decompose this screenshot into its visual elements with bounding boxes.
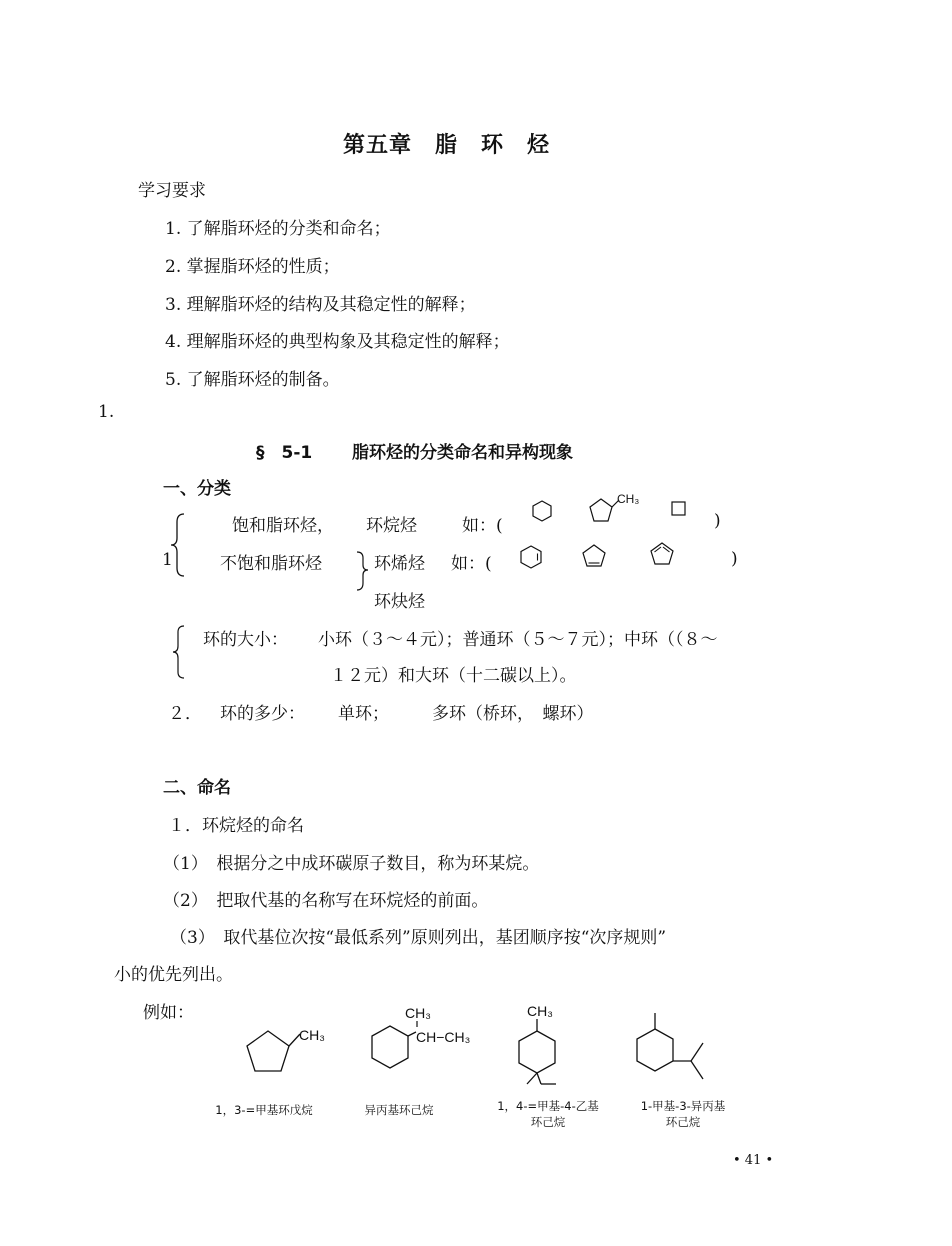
objective-item: 5. 了解脂环烃的制备。 xyxy=(165,370,340,390)
cycloalkane-label: 环烷烃 xyxy=(366,516,417,536)
methylcyclopentane-icon xyxy=(585,488,675,528)
stray-number: 1. xyxy=(98,402,115,422)
naming-rule2: （2） 把取代基的名称写在环烷烃的前面。 xyxy=(163,891,489,911)
ring-size-brace xyxy=(170,624,188,680)
example-caption: 1，3-=甲基环戊烷 xyxy=(215,1103,313,1117)
naming-sub1: １．环烷烃的命名 xyxy=(168,816,304,836)
naming-heading: 二、命名 xyxy=(163,778,231,798)
ring-count-label: 环的多少： xyxy=(220,704,305,724)
methyl-label: CH₃ xyxy=(527,1003,553,1019)
close-paren-2: ) xyxy=(731,549,738,569)
methylcyclopentane-structure xyxy=(240,1015,340,1081)
ring-size-label: 环的大小： xyxy=(203,630,288,650)
unsaturated-label: 不饱和脂环烃 xyxy=(220,554,322,574)
example-open-2: 如：( xyxy=(451,554,492,574)
saturated-label: 饱和脂环烃， xyxy=(232,516,334,536)
item1-number: 1 xyxy=(162,550,173,570)
methylisopropylcyclohexane-structure xyxy=(625,1003,725,1093)
cyclopentene-icon xyxy=(580,543,608,569)
naming-rule1: （1） 根据分之中成环碳原子数目，称为环某烷。 xyxy=(163,854,540,874)
objective-item: 1. 了解脂环烃的分类和命名； xyxy=(165,219,391,239)
ring-size-text-2: １２元）和大环（十二碳以上）。 xyxy=(330,666,577,686)
objective-item: 3. 理解脂环烃的结构及其稳定性的解释； xyxy=(165,295,476,315)
objective-item: 2. 掌握脂环烃的性质； xyxy=(165,257,340,277)
methyl-label: CH₃ xyxy=(299,1027,325,1043)
example-caption: 异丙基环己烷 xyxy=(364,1103,434,1117)
right-brace xyxy=(355,550,371,592)
single-ring-label: 单环； xyxy=(338,704,389,724)
cyclohexane-icon xyxy=(530,498,554,524)
example-open-1: 如：( xyxy=(462,516,503,536)
isopropyl-side-label: CH−CH₃ xyxy=(416,1029,471,1045)
example-label: 例如： xyxy=(143,1003,194,1023)
objectives-heading: 学习要求 xyxy=(138,181,206,201)
methyl-top-label: CH₃ xyxy=(405,1005,431,1021)
section-number: § 5-1 xyxy=(256,443,313,463)
close-paren-1: ) xyxy=(714,511,721,531)
dimethylethylcyclohexane-structure xyxy=(500,998,580,1092)
naming-rule3-line1: （3） 取代基位次按“最低系列”原则列出，基团顺序按“次序规则” xyxy=(170,928,667,948)
multi-ring-label: 多环（桥环， 螺环） xyxy=(432,704,594,724)
ring-size-text-1: 小环（３～４元）；普通环（５～７元）；中环（（８～ xyxy=(318,630,718,650)
page-number: • 41 • xyxy=(733,1153,774,1168)
section-title: 脂环烃的分类命名和异构现象 xyxy=(352,443,573,463)
naming-rule3-line2: 小的优先列出。 xyxy=(114,965,233,985)
cyclopentadiene-icon xyxy=(648,541,676,567)
cyclobutane-icon xyxy=(670,500,688,518)
example-caption: 1，4-=甲基-4-乙基 环己烷 xyxy=(497,1099,599,1129)
cyclohexene-icon xyxy=(518,544,544,570)
cycloalkene-label: 环烯烃 xyxy=(374,554,425,574)
cycloalkyne-label: 环炔烃 xyxy=(374,592,425,612)
example-caption: 1-甲基-3-异丙基 环己烷 xyxy=(640,1099,726,1129)
item2-number: ２． xyxy=(168,704,202,724)
classification-heading: 一、分类 xyxy=(163,479,231,499)
objective-item: 4. 理解脂环烃的典型构象及其稳定性的解释； xyxy=(165,332,510,352)
chapter-title: 第五章 脂 环 烃 xyxy=(343,133,551,158)
methyl-label: CH₃ xyxy=(617,492,640,506)
isopropylcyclohexane-structure xyxy=(350,1003,480,1083)
